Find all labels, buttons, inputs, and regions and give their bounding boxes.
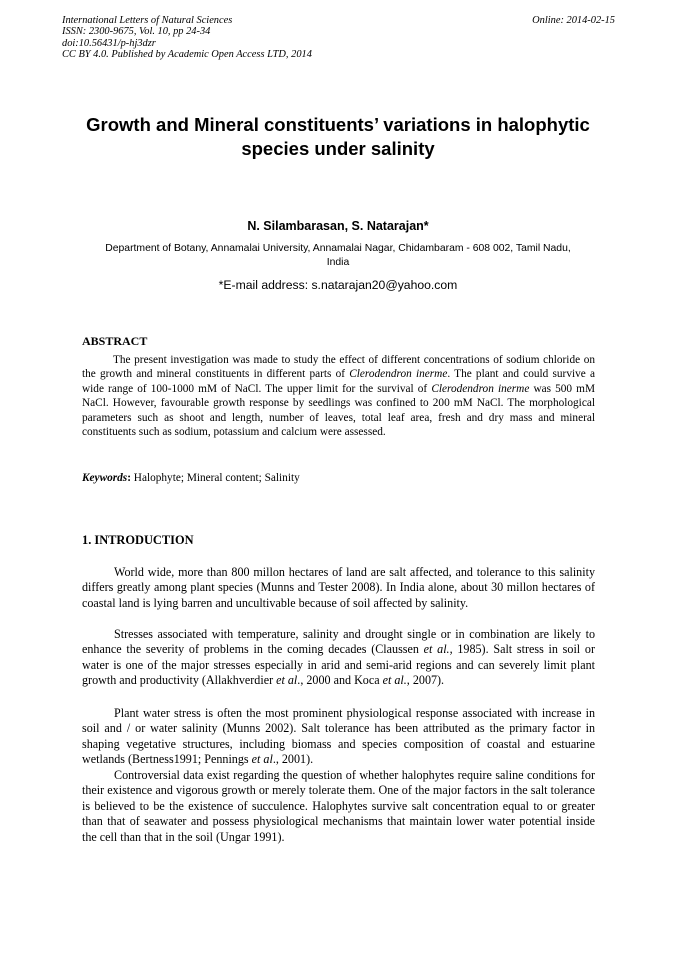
intro-text: Stresses associated with temperature, salinity and drought single or in combination are likely to enhance the severity of problems in the coming decades (Claussen (82, 627, 595, 657)
issn-line: ISSN: 2300-9675, Vol. 10, pp 24-34 (62, 26, 211, 38)
doi-line: doi:10.56431/p-hj3dzr (62, 37, 156, 49)
intro-text: , 2007). (406, 673, 445, 688)
species-name: Clerodendron inerme (349, 368, 448, 381)
et-al: et al., (423, 642, 453, 657)
species-name: Clerodendron inerme (431, 382, 530, 395)
paper-title: Growth and Mineral constituents’ variations in halophytic species under salinity (86, 114, 590, 159)
journal-name: International Letters of Natural Sciences (62, 15, 233, 26)
keywords-label: Keywords (82, 472, 128, 484)
intro-paragraph-3 (82, 706, 595, 768)
abstract-text-3: was 500 mM NaCl. However, favourable growth response by seedlings was confined to 200 mM NaCl. The morphological parameters such as shoot and length, number of leaves, total leaf area, fresh and dry mass and mineral constituents such as sodium, potassium and calcium were assessed. (82, 382, 595, 439)
abstract-heading: ABSTRACT (82, 334, 148, 348)
intro-text: Plant water stress is often the most prominent physiological response associated with increase in soil and / or water salinity (Munns 2002). Salt tolerance has been attributed as the primary factor in shaping vegetative structures, including biomass and species composition of coastal and estuarine wetlands (Bertness1991; Pennings (82, 706, 595, 767)
intro-text: ., 2000 and Koca (297, 673, 383, 688)
keywords-colon: : (127, 472, 131, 484)
author-list: N. Silambarasan, S. Natarajan* (247, 219, 429, 233)
et-al: et al. (382, 673, 407, 688)
section-heading-introduction: 1. INTRODUCTION (82, 533, 194, 547)
journal-header (62, 15, 312, 61)
intro-text: ., 2001). (272, 752, 314, 767)
intro-paragraph-4: Controversial data exist regarding the question of whether halophytes require saline conditions for their existence and vigorous growth or merely tolerate them. One of the major factors in the salt tolerance is believed to be the existence of succulence. Halophytes survive salt concentration equal to or greater than that of seawater and possess physiological mechanisms that maintain lower water potential inside the cell than that in the soil (Ungar 1991). (82, 768, 595, 844)
keywords-line (82, 471, 300, 485)
license-line: CC BY 4.0. Published by Academic Open Access LTD, 2014 (62, 49, 312, 61)
et-al: et al (276, 673, 298, 688)
intro-paragraph-1: World wide, more than 800 millon hectares of land are salt affected, and tolerance to this salinity differs greatly among plant species (Munns and Tester 2008). In India alone, about 30 millon hectares of coastal land is lying barren and uncultivable because of soil affected by salinity. (82, 565, 595, 610)
online-date: Online: 2014-02-15 (532, 15, 615, 26)
contact-email: *E-mail address: s.natarajan20@yahoo.com (218, 278, 458, 292)
intro-text: 1985). Salt stress in soil or water is one of the major stresses especially in arid and semi-arid regions and can severely limit plant growth and productivity (Allakhverdier (82, 642, 595, 688)
intro-paragraph-2 (82, 627, 595, 689)
abstract-body (82, 353, 595, 439)
abstract-text-1: The present investigation was made to study the effect of different concentrations of sodium chloride on the growth and mineral constituents in different parts of (82, 354, 595, 381)
et-al: et al (251, 752, 273, 767)
keywords-text: Halophyte; Mineral content; Salinity (130, 472, 300, 484)
affiliation: Department of Botany, Annamalai University, Annamalai Nagar, Chidambaram - 608 002, Tamil Nadu, India (105, 243, 571, 268)
abstract-text-2: . The plant and could survive a wide range of 100-1000 mM of NaCl. The upper limit for the survival of (82, 368, 595, 395)
